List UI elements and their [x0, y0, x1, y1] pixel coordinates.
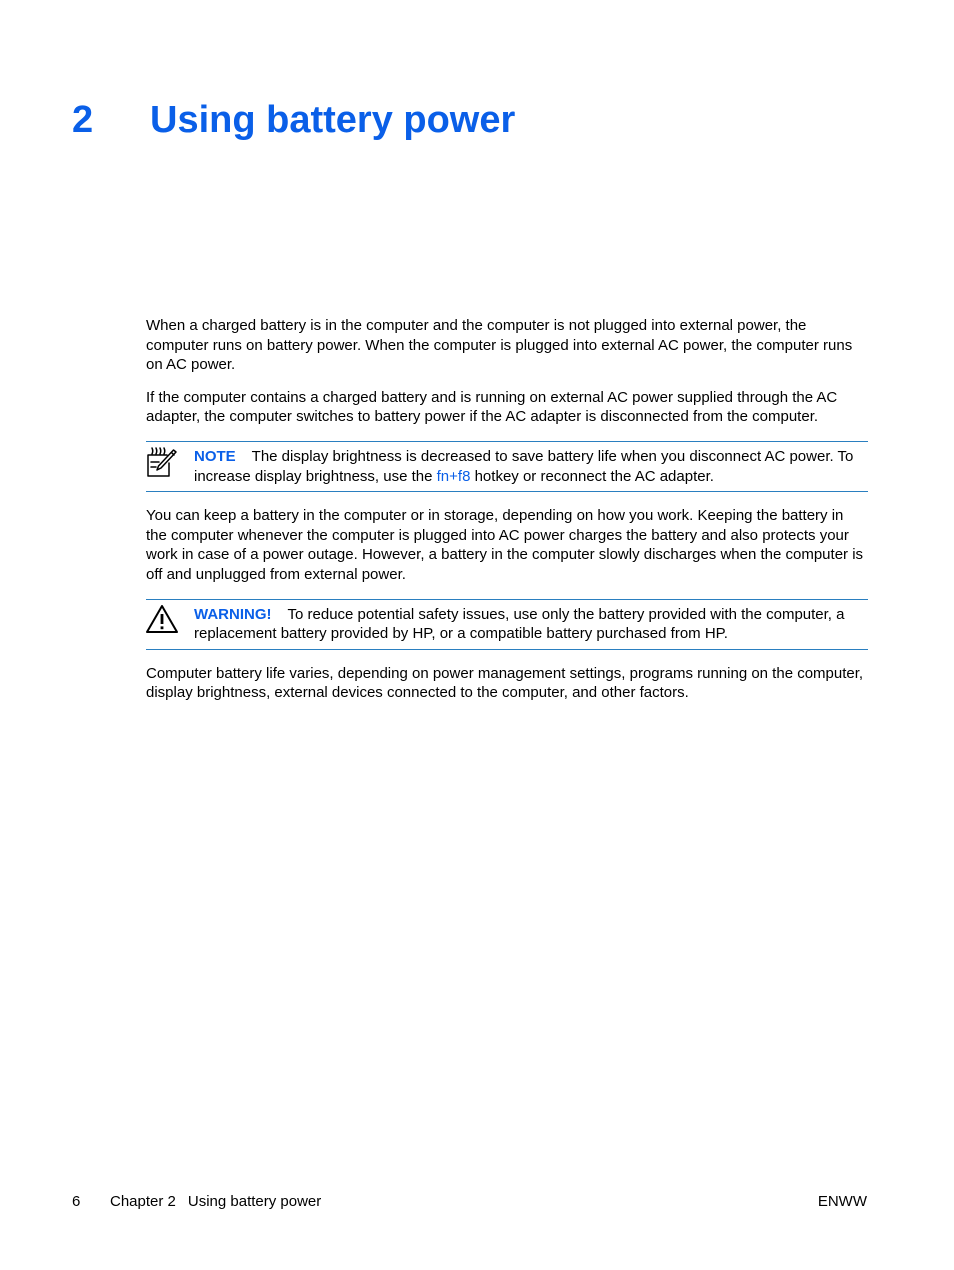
main-content	[146, 316, 868, 703]
paragraph-3: You can keep a battery in the computer or in storage, depending on how you work. Keeping the battery in the computer whenever the computer is plugged into AC power charges the battery and also protects your work in case of a power outage. However, a battery in the computer slowly discharges when the computer is off and unplugged from external power.	[146, 507, 864, 583]
footer-doc-code: ENWW	[817, 1193, 867, 1210]
footer-chapter-label: Chapter 2	[110, 1193, 176, 1210]
hotkey-link[interactable]: fn+f8	[436, 467, 471, 485]
warning-label: WARNING!	[194, 605, 272, 623]
paragraph-1: When a charged battery is in the computer and the computer is not plugged into external power, the computer runs on battery power. When the computer is plugged into external AC power, the computer runs on AC power.	[146, 317, 853, 374]
warning-callout	[146, 599, 868, 650]
warning-triangle-icon	[145, 602, 179, 636]
page-footer	[72, 1192, 321, 1212]
page-number: 6	[72, 1193, 81, 1210]
note-text-end: hotkey or reconnect the AC adapter.	[470, 467, 714, 485]
chapter-title: Using battery power	[150, 99, 516, 141]
chapter-heading	[72, 96, 515, 144]
paragraph-2: If the computer contains a charged battery and is running on external AC power supplied through the AC adapter, the computer switches to battery power if the AC adapter is disconnected from the computer.	[146, 388, 838, 426]
warning-text: To reduce potential safety issues, use only the battery provided with the computer, a replacement battery provided by HP, or a compatible battery purchased from HP.	[194, 605, 845, 643]
note-label: NOTE	[194, 447, 236, 465]
footer-chapter-title: Using battery power	[187, 1193, 322, 1210]
note-text: The display brightness is decreased to save battery life when you disconnect AC power. To increase display brightness, use the	[194, 447, 854, 485]
note-pencil-icon	[145, 444, 179, 478]
chapter-number: 2	[72, 99, 94, 141]
note-callout	[146, 441, 868, 492]
paragraph-4: Computer battery life varies, depending on power management settings, programs running on the computer, display brightness, external devices connected to the computer, and other factors.	[146, 664, 864, 702]
